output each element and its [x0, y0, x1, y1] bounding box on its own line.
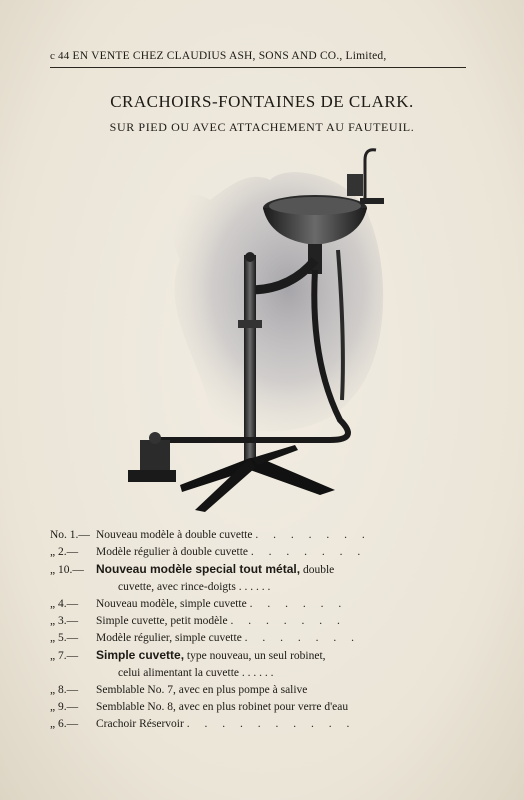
running-header	[50, 50, 470, 62]
list-item: „ 5.— Modèle régulier, simple cuvette . . . . . . .	[50, 632, 361, 644]
publisher-line: EN VENTE CHEZ CLAUDIUS ASH, SONS AND CO., Limited,	[72, 50, 387, 62]
list-item: „ 2.— Modèle régulier à double cuvette . . . . . . .	[50, 546, 367, 558]
spittoon-fountain-illustration	[120, 140, 400, 520]
list-item: „ 6.— Crachoir Réservoir . . . . . . . . . .	[50, 718, 356, 730]
list-item: „ 3.— Simple cuvette, petit modèle . . . . . . .	[50, 615, 346, 627]
list-item: „ 9.— Semblable No. 8, avec en plus robinet pour verre d'eau	[50, 701, 349, 713]
list-item: „ 8.— Semblable No. 7, avec en plus pompe à salive	[50, 684, 308, 696]
page-subtitle: SUR PIED OU AVEC ATTACHEMENT AU FAUTEUIL.	[109, 120, 415, 134]
list-item: „ 10.— Nouveau modèle special tout métal, double cuvette, avec rince-doigts . . . . . .	[50, 562, 335, 593]
list-item: No. 1.— Nouveau modèle à double cuvette . . . . . . .	[50, 529, 371, 541]
list-item: „ 7.— Simple cuvette, type nouveau, un seul robinet, celui alimentant la cuvette . . . . . .	[50, 648, 326, 679]
model-list	[50, 527, 470, 733]
page-number: c 44	[50, 50, 70, 62]
header-rule	[50, 67, 466, 68]
page-title: CRACHOIRS-FONTAINES DE CLARK.	[110, 92, 414, 111]
list-item: „ 4.— Nouveau modèle, simple cuvette . . . . . .	[50, 598, 348, 610]
